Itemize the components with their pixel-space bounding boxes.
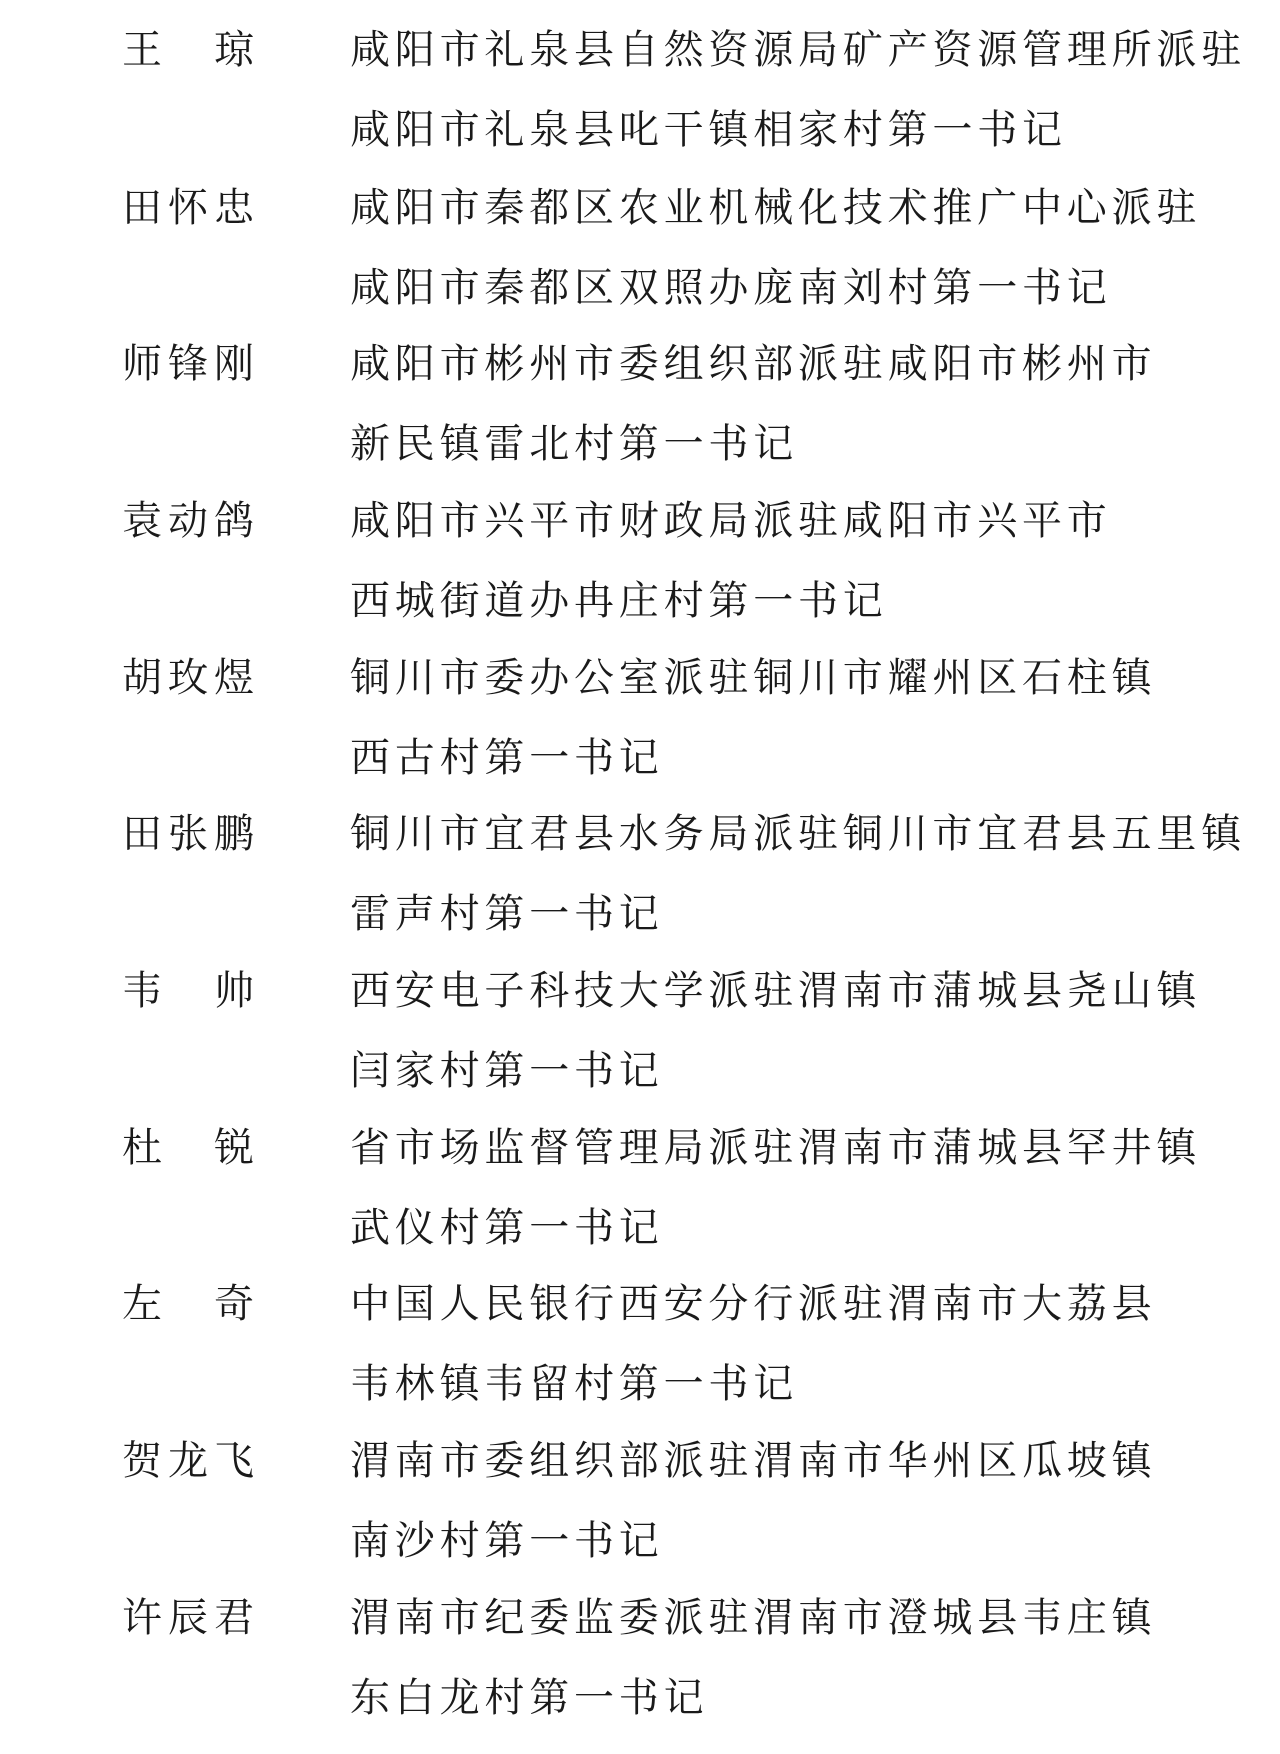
list-item (0, 186, 1280, 344)
person-name: 左 奇 (122, 1281, 260, 1327)
list-item (0, 656, 1280, 814)
person-name: 田张鹏 (122, 811, 260, 857)
list-item (0, 1126, 1280, 1284)
assignment-line-1: 渭南市委组织部派驻渭南市华州区瓜坡镇 (350, 1438, 1157, 1484)
person-name: 胡玫煜 (122, 655, 260, 701)
assignment-line-1: 渭南市纪委监委派驻渭南市澄城县韦庄镇 (350, 1595, 1157, 1641)
list-item (0, 969, 1280, 1127)
assignment-line-2: 南沙村第一书记 (350, 1518, 664, 1564)
person-name: 王 琼 (122, 27, 260, 73)
person-name: 许辰君 (122, 1595, 260, 1641)
person-name: 师锋刚 (122, 341, 260, 387)
person-name: 田怀忠 (122, 185, 260, 231)
assignment-line-1: 铜川市委办公室派驻铜川市耀州区石柱镇 (350, 655, 1157, 701)
assignment-line-2: 咸阳市秦都区双照办庞南刘村第一书记 (350, 265, 1112, 311)
list-item (0, 1596, 1280, 1754)
assignment-line-1: 咸阳市礼泉县自然资源局矿产资源管理所派驻 (350, 27, 1246, 73)
assignment-line-2: 西城街道办冉庄村第一书记 (350, 578, 888, 624)
assignment-line-2: 新民镇雷北村第一书记 (350, 421, 798, 467)
assignment-line-1: 省市场监督管理局派驻渭南市蒲城县罕井镇 (350, 1125, 1202, 1171)
list-item (0, 1282, 1280, 1440)
list-item (0, 342, 1280, 500)
person-name: 贺龙飞 (122, 1438, 260, 1484)
list-item (0, 1439, 1280, 1597)
assignment-line-2: 咸阳市礼泉县叱干镇相家村第一书记 (350, 107, 1067, 153)
assignment-line-2: 东白龙村第一书记 (350, 1675, 709, 1721)
assignment-line-1: 咸阳市兴平市财政局派驻咸阳市兴平市 (350, 498, 1112, 544)
person-name: 袁动鸽 (122, 498, 260, 544)
assignment-line-1: 中国人民银行西安分行派驻渭南市大荔县 (350, 1281, 1157, 1327)
assignment-line-2: 西古村第一书记 (350, 735, 664, 781)
assignment-line-2: 雷声村第一书记 (350, 891, 664, 937)
assignment-line-2: 武仪村第一书记 (350, 1205, 664, 1251)
list-item (0, 499, 1280, 657)
person-name: 杜 锐 (122, 1125, 260, 1171)
list-item (0, 28, 1280, 186)
person-name: 韦 帅 (122, 968, 260, 1014)
assignment-line-1: 西安电子科技大学派驻渭南市蒲城县尧山镇 (350, 968, 1202, 1014)
assignment-line-2: 闫家村第一书记 (350, 1048, 664, 1094)
assignment-line-1: 铜川市宜君县水务局派驻铜川市宜君县五里镇 (350, 811, 1246, 857)
list-item (0, 812, 1280, 970)
assignment-line-2: 韦林镇韦留村第一书记 (350, 1361, 798, 1407)
assignment-line-1: 咸阳市彬州市委组织部派驻咸阳市彬州市 (350, 341, 1157, 387)
assignment-line-1: 咸阳市秦都区农业机械化技术推广中心派驻 (350, 185, 1202, 231)
